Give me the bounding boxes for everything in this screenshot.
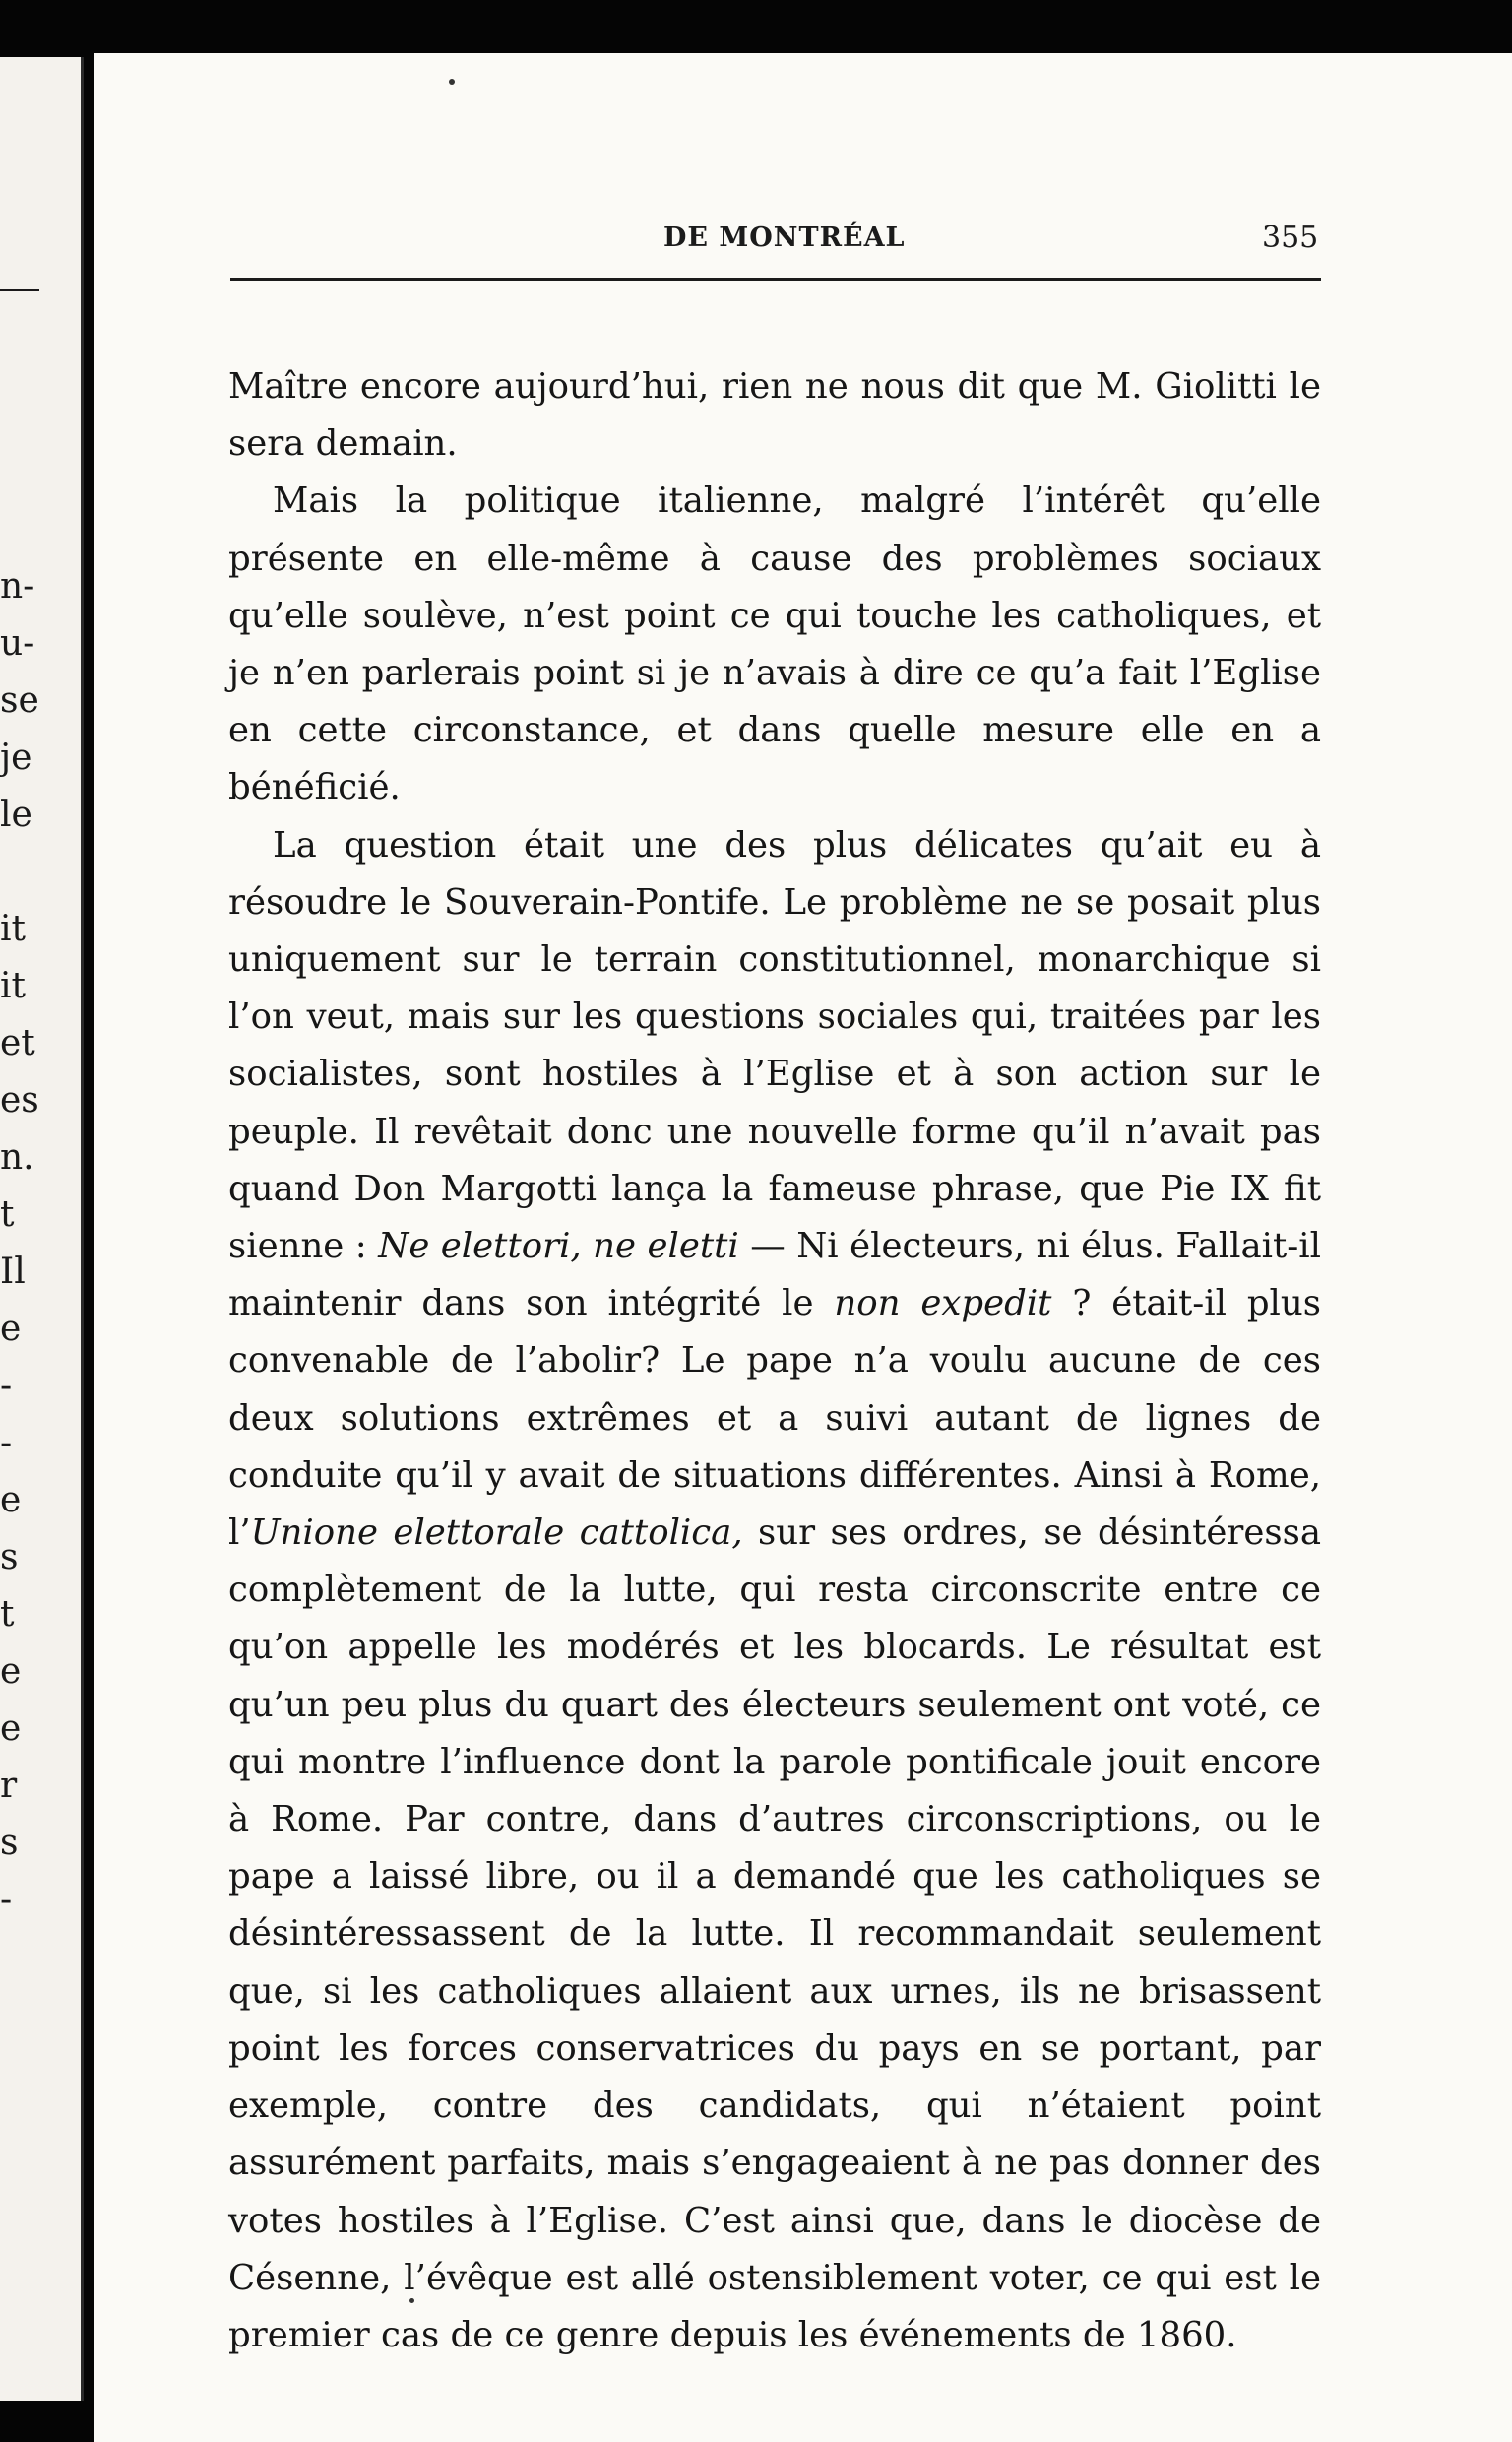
paragraph-1: Maître encore aujourd’hui, rien ne nous dit que M. Giolitti le sera demain. [228,366,1321,465]
paragraph-3 [228,817,1321,2364]
facing-page-fragment: e [0,1480,22,1520]
facing-page-fragment: t [0,1194,15,1235]
facing-page-fragment: - [0,1423,13,1463]
facing-page-fragment: e [0,1651,22,1692]
facing-page-fragment: s [0,1537,19,1577]
facing-page-fragment: - [0,1880,13,1920]
paragraph-3-text: La question était une des plus délicates qu’ait eu à résoudre le Souverain-Pontife. Le problème ne se posait plus uniquement sur le terrain constitutionnel, monarchique si l’on veut, mais sur les questions sociales qui, traitées par les socialistes, sont hostiles à l’Eglise et à son action sur le peuple. Il revêtait donc une nouvelle forme qu’il n’avait pas quand Don Margotti lança la fameuse phrase, que Pie IX fit sienne : [228,824,1321,1267]
facing-page-fragment: u- [0,623,35,664]
facing-page-fragment: s [0,1823,19,1863]
body-text [228,358,1321,2364]
italic-phrase: Unione elettorale cattolica, [250,1512,743,1554]
facing-page-fragment: n- [0,566,35,607]
scan-speck [449,79,455,85]
facing-page-fragment: r [0,1766,18,1806]
facing-page-fragment: je [0,738,32,778]
facing-page-fragment: e [0,1309,22,1349]
facing-page-fragment: se [0,680,39,721]
facing-page-edge [0,57,84,2401]
paragraph-3-text: — Ni électeurs, ni élus. Fallait-il maintenir dans son intégrité le [228,1226,1321,1324]
italic-phrase: Ne elettori, ne eletti [378,1226,739,1267]
facing-page-fragment: Il [0,1252,26,1292]
header-rule [230,278,1321,281]
facing-page-fragment: - [0,1366,13,1406]
facing-page-fragment: e [0,1708,22,1749]
facing-page-fragment: it [0,909,26,949]
page-header [94,53,1512,358]
paragraph-3-text: sur ses ordres, se désintéressa complètement de la lutte, qui resta circonscrite entre ce qu’on appelle les modérés et les blocards. Le résultat est qu’un peu plus du quart des électeurs seulement ont voté, ce qui montre l’influence dont la parole pontificale jouit encore à Rome. Par contre, dans d’autres circonscriptions, ou le pape a laissé libre, ou il a demandé que les catholiques se désintéressassent de la lutte. Il recommandait seulement que, si les catholiques allaient aux urnes, ils ne brisassent point les forces conservatrices du pays en se portant, par exemple, contre des candidats, qui n’étaient point assurément parfaits, mais s’engageaient à ne pas donner des votes hostiles à l’Eglise. C’est ainsi que, dans le diocèse de Césenne, l’évêque est allé ostensiblement voter, ce qui est le premier cas de ce genre depuis les événements de 1860. [228,1512,1321,2355]
paragraph-2: Mais la politique italienne, malgré l’intérêt qu’elle présente en elle-même à cause des problèmes sociaux qu’elle soulève, n’est point ce qui touche les catholiques, et je n’en parlerais point si je n’avais à dire ce qu’a fait l’Eglise en cette circonstance, et dans quelle mesure elle en a bénéficié. [228,481,1321,808]
running-head: DE MONTRÉAL [663,223,906,253]
facing-page-fragment: et [0,1023,35,1063]
facing-page-rule [0,289,39,291]
italic-phrase: non expedit [834,1283,1052,1324]
facing-page-fragment: le [0,795,32,835]
page-number: 355 [1262,221,1319,255]
paragraph-3-text: ? était-il plus convenable de l’abolir? Le pape n’a voulu aucune de ces deux solutions extrêmes et a suivi autant de lignes de conduite qu’il y avait de situations différentes. Ainsi à Rome, l’ [228,1283,1321,1554]
facing-page-fragment: t [0,1594,15,1635]
scan-speck [410,2298,414,2303]
facing-page-fragment: n. [0,1137,34,1178]
book-page [94,53,1512,2442]
facing-page-fragment: es [0,1080,39,1121]
facing-page-fragment: it [0,966,26,1006]
